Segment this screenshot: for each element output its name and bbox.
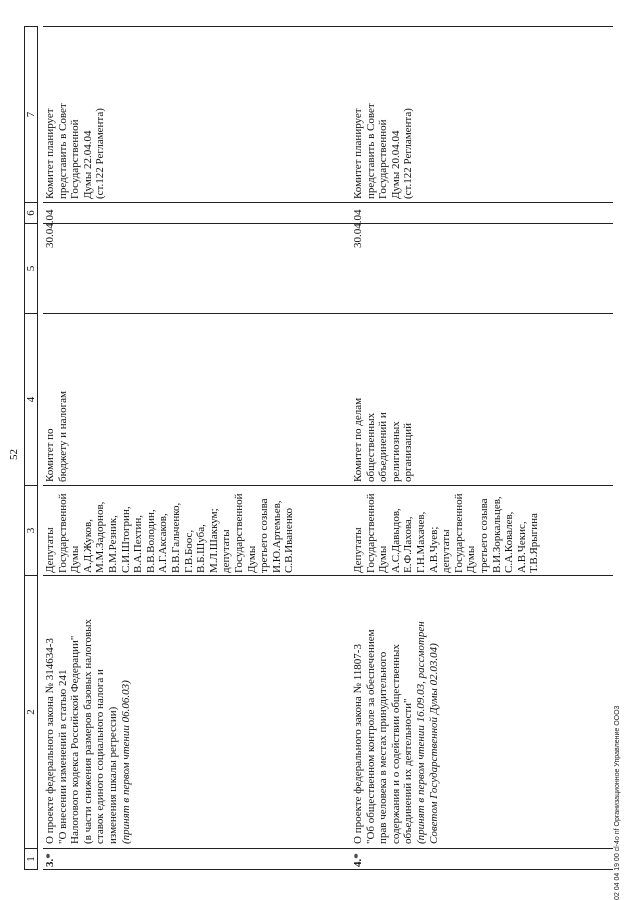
col-header-4: 4 bbox=[25, 314, 38, 486]
col-border bbox=[43, 575, 613, 576]
header-row-table bbox=[24, 26, 38, 870]
col-header-6: 6 bbox=[25, 203, 38, 224]
page-number: 52 bbox=[8, 449, 20, 460]
responsible-committee: Комитет по делам общественных объединений и религиозных организаций bbox=[352, 397, 415, 482]
col-border bbox=[43, 223, 613, 224]
bill-status: (принят в первом чтении 06.06.03) bbox=[119, 680, 132, 844]
col-header-2: 2 bbox=[25, 576, 38, 849]
col-header-3: 3 bbox=[25, 486, 38, 576]
deadline-date: 30.04.04 bbox=[352, 209, 364, 248]
col-header-1: 1 bbox=[25, 849, 38, 870]
bill-status: Советом Государственной Думы 02.03.04) bbox=[427, 643, 440, 844]
col-border bbox=[43, 848, 613, 849]
footer-stamp: 02 04 04 19 00 cl-4o nf Организационное Управление ООО3 bbox=[614, 705, 621, 900]
col-header-5: 5 bbox=[25, 224, 38, 314]
col-border bbox=[43, 26, 613, 27]
col-border bbox=[43, 313, 613, 314]
responsible-committee: Комитет по бюджету и налогам bbox=[44, 391, 69, 482]
col-header-7: 7 bbox=[25, 27, 38, 203]
col-border bbox=[43, 869, 613, 870]
initiators-list: Депутаты Государственной Думы А.Д.Жуков, М.М.Задорнов, В.М.Резник, С.И.Штогрин, В.А.Пехтин, В.В.Володин, А.Г.Аксаков, В.В.Гальченко, Г.В.Боос, В.Б.Шуба, М.Л.Шаккум; депутаты Государственной Думы третьего созыва И.Ю.Артемьев, С.В.Иваненко bbox=[44, 493, 296, 573]
bill-status: (принят в первом чтении 16.09.03, рассмотрен bbox=[414, 621, 427, 844]
committee-note: Комитет планирует представить в Совет Государственной Думы 20.04.04 (ст.122 Регламента) bbox=[352, 103, 415, 199]
deadline-date: 30.04.04 bbox=[44, 209, 56, 248]
row-number: 3.* bbox=[44, 853, 56, 867]
bill-title: О проекте федерального закона № 11807-3 "Об общественном контроле за обеспечением прав человека в местах принудительного содержания и о содействии общественных объединений их деятельности" (принят в первом чтении 16.09.03, рассмотрен Советом Государственной Думы 02.03.04) bbox=[352, 621, 440, 844]
bill-title: О проекте федерального закона № 314634-3 "О внесении изменений в статью 241 Налогового кодекса Российской Федерации" (в части снижения размеров базовых налоговых ставок единого социального налога и изменения шкалы регрессии) (принят в первом чтении 06.06.03) bbox=[44, 618, 132, 844]
row-number: 4.* bbox=[352, 853, 364, 867]
committee-note: Комитет планирует представить в Совет Государственной Думы 22.04.04 (ст.122 Регламента) bbox=[44, 103, 107, 199]
initiators-list: Депутаты Государственной Думы А.С.Давыдов, Е.Ф.Лахова, Г.Н.Махачев, А.В.Чуев; депутаты Государственной Думы третьего созыва В.И.Зоркальцев, С.А.Ковалев, А.В.Чекис, Т.В.Ярыгина bbox=[352, 493, 541, 573]
col-border bbox=[43, 485, 613, 486]
col-border bbox=[43, 202, 613, 203]
